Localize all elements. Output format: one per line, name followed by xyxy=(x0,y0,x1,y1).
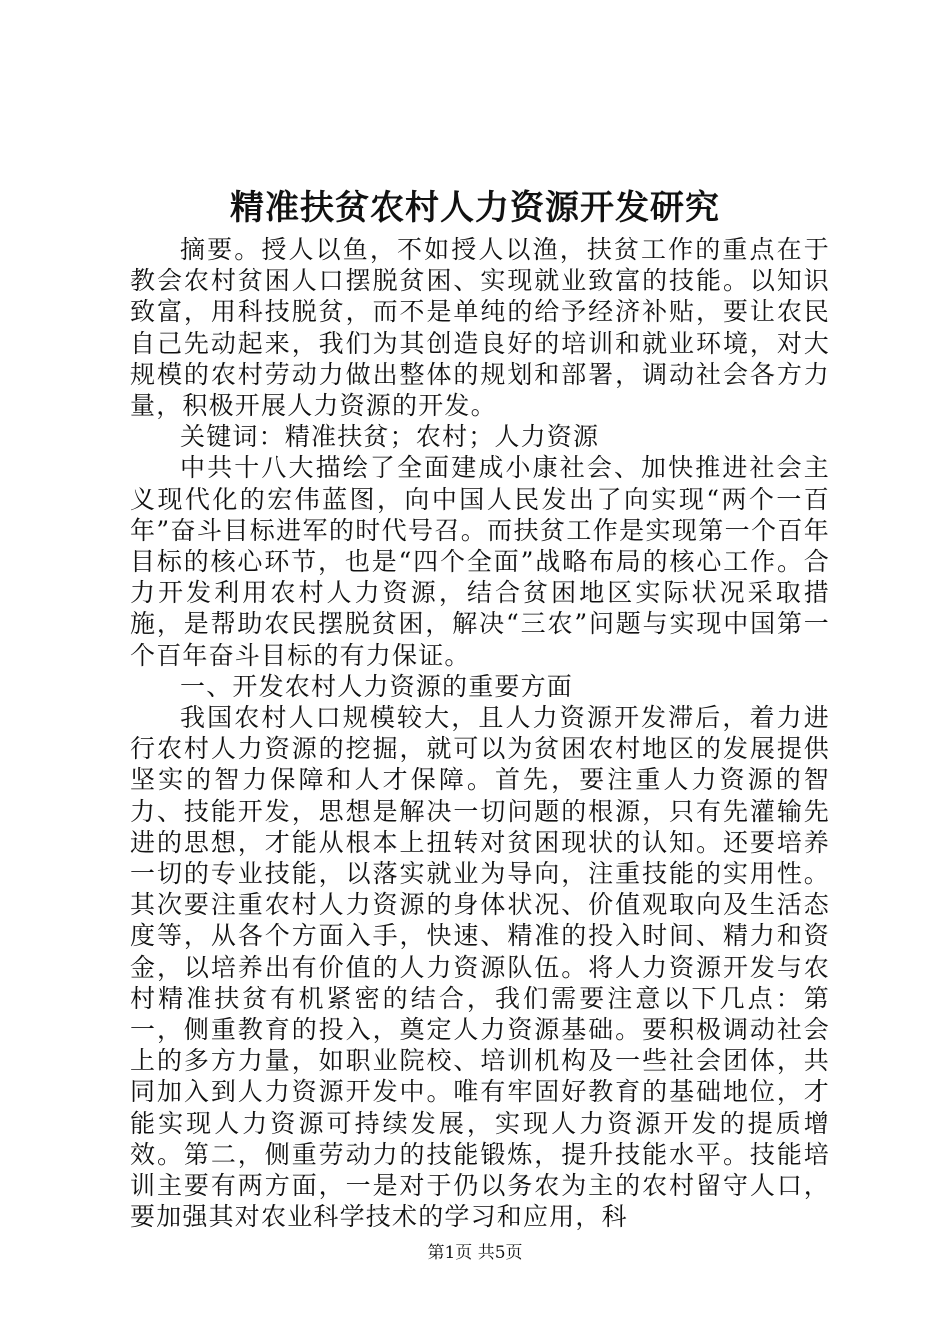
page-footer: 第1页 共5页 xyxy=(427,1243,523,1263)
section-heading: 一、开发农村人力资源的重要方面 xyxy=(180,671,574,701)
document-title: 精准扶贫农村人力资源开发研究 xyxy=(230,188,720,228)
intro-paragraph: 中共十八大描绘了全面建成小康社会、加快推进社会主义现代化的宏伟蓝图，向中国人民发出了向实现“两个一百年”奋斗目标进军的时代号召。而扶贫工作是实现第一个百年目标的核心环节，也是“四个全面”战略布局的核心工作。合力开发利用农村人力资源，结合贫困地区实际状况采取措施，是帮助农民摆脱贫困，解决“三农”问题与实现中国第一个百年奋斗目标的有力保证。 xyxy=(130,453,830,670)
keywords-paragraph: 关键词：精准扶贫；农村；人力资源 xyxy=(180,422,600,452)
body-paragraph: 我国农村人口规模较大，且人力资源开发滞后，着力进行农村人力资源的挖掘，就可以为贫困农村地区的发展提供坚实的智力保障和人才保障。首先，要注重人力资源的智力、技能开发，思想是解决一切问题的根源，只有先灌输先进的思想，才能从根本上扭转对贫困现状的认知。还要培养一切的专业技能，以落实就业为导向，注重技能的实用性。其次要注重农村人力资源的身体状况、价值观取向及生活态度等，从各个方面入手，快速、精准的投入时间、精力和资金，以培养出有价值的人力资源队伍。将人力资源开发与农村精准扶贫有机紧密的结合，我们需要注意以下几点：第一，侧重教育的投入，奠定人力资源基础。要积极调动社会上的多方力量，如职业院校、培训机构及一些社会团体，共同加入到人力资源开发中。唯有牢固好教育的基础地位，才能实现人力资源可持续发展，实现人力资源开发的提质增效。第二，侧重劳动力的技能锻炼，提升技能水平。技能培训主要有两方面，一是对于仍以务农为主的农村留守人口，要加强其对农业科学技术的学习和应用，科 xyxy=(130,703,830,1232)
abstract-paragraph: 摘要。授人以鱼，不如授人以渔，扶贫工作的重点在于教会农村贫困人口摆脱贫困、实现就业致富的技能。以知识致富，用科技脱贫，而不是单纯的给予经济补贴，要让农民自己先动起来，我们为其创造良好的培训和就业环境，对大规模的农村劳动力做出整体的规划和部署，调动社会各方力量，积极开展人力资源的开发。 xyxy=(130,235,830,421)
document-body xyxy=(130,234,830,1233)
